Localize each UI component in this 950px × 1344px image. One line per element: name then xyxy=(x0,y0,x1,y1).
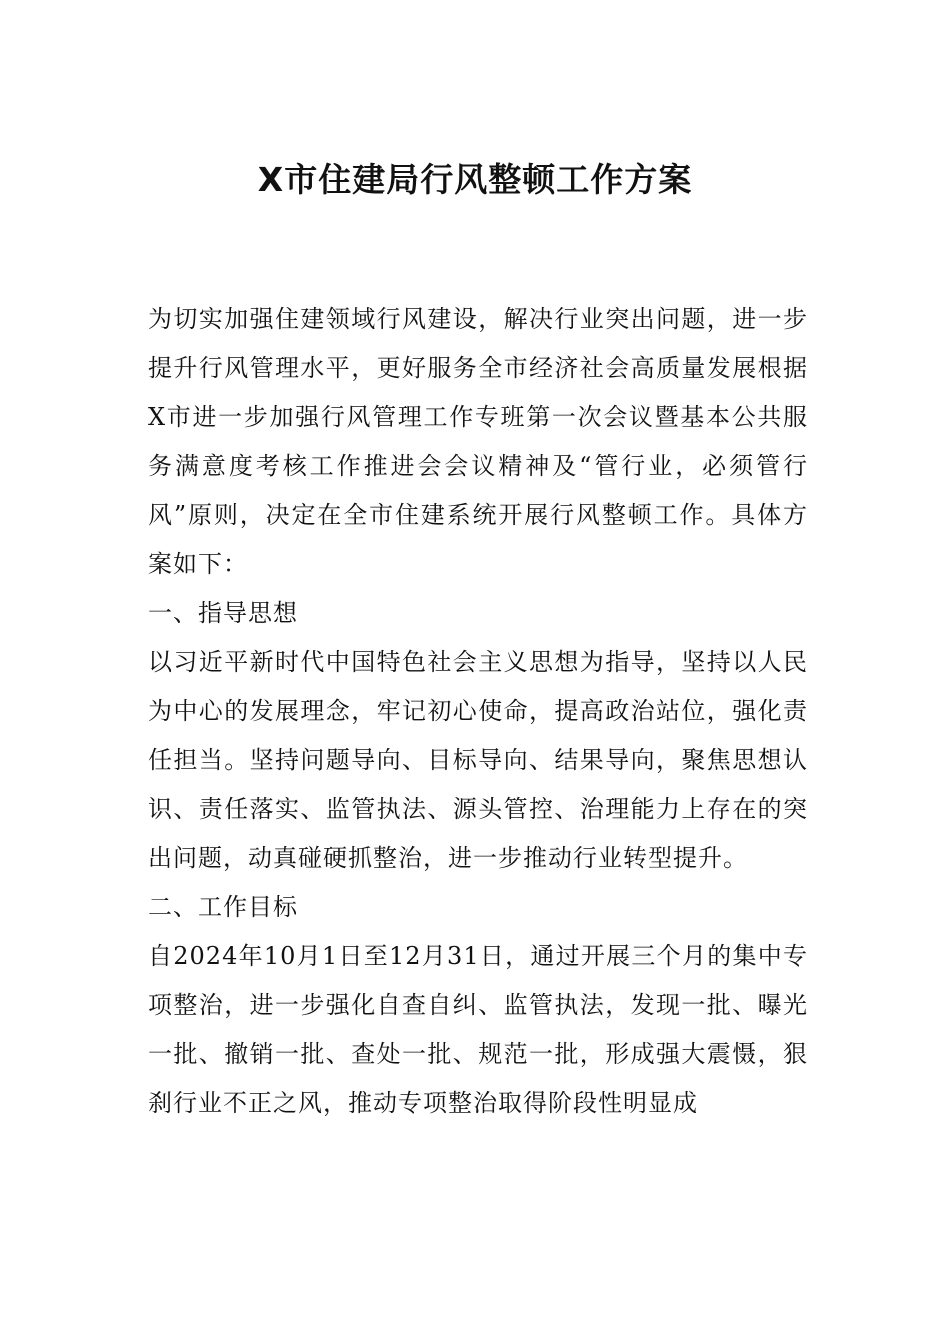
document-body xyxy=(148,295,808,1128)
section-heading-work-goals: 二、工作目标 xyxy=(148,893,298,921)
intro-paragraph: 为切实加强住建领域行风建设，解决行业突出问题，进一步提升行风管理水平，更好服务全市经济社会高质量发展根据X市进一步加强行风管理工作专班第一次会议暨基本公共服务满意度考核工作推进会会议精神及“管行业，必须管行风”原则，决定在全市住建系统开展行风整顿工作。具体方案如下： xyxy=(148,305,808,578)
document-title: X市住建局行风整顿工作方案 xyxy=(257,160,693,199)
section-paragraph-work-goals: 自2024年10月1日至12月31日，通过开展三个月的集中专项整治，进一步强化自查自纠、监管执法，发现一批、曝光一批、撤销一批、查处一批、规范一批，形成强大震慑，狠刹行业不正之风，推动专项整治取得阶段性明显成 xyxy=(148,942,808,1117)
section-heading-guiding-ideology: 一、指导思想 xyxy=(148,599,298,627)
section-paragraph-guiding-ideology: 以习近平新时代中国特色社会主义思想为指导，坚持以人民为中心的发展理念，牢记初心使命，提高政治站位，强化责任担当。坚持问题导向、目标导向、结果导向，聚焦思想认识、责任落实、监管执法、源头管控、治理能力上存在的突出问题，动真碰硬抓整治，进一步推动行业转型提升。 xyxy=(148,648,808,872)
